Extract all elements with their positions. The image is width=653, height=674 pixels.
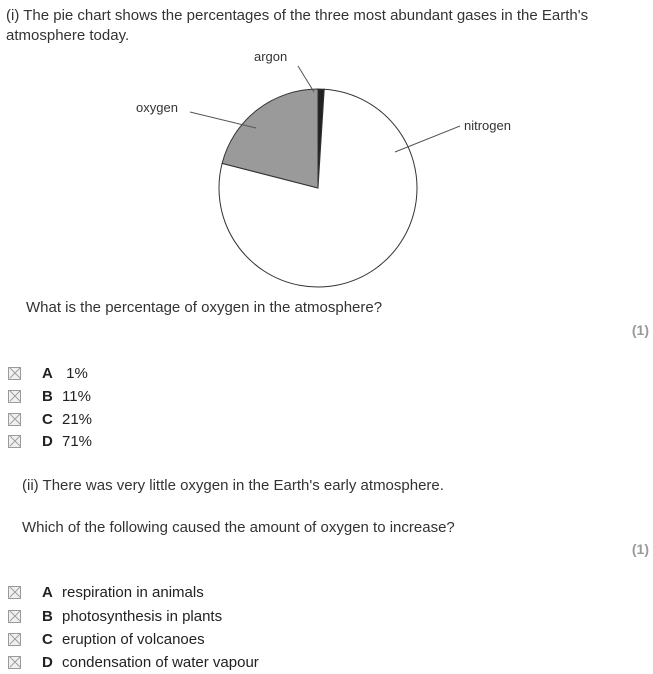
question-text-2: Which of the following caused the amount of oxygen to increase?: [22, 519, 455, 536]
option-1-a[interactable]: [8, 363, 88, 383]
checkbox[interactable]: [8, 435, 21, 448]
option-text: 11%: [62, 387, 91, 405]
marks-1: (1): [631, 322, 649, 338]
option-1-d[interactable]: [8, 431, 92, 451]
checkbox[interactable]: [8, 586, 21, 599]
option-letter: B: [42, 607, 53, 625]
question-intro-1: (i) The pie chart shows the percentages of the three most abundant gases in the Earth's atmosphere today.: [6, 7, 589, 44]
nitrogen-leader-line: [395, 126, 460, 152]
checkbox[interactable]: [8, 656, 21, 669]
pie-chart: [0, 0, 653, 300]
option-2-a[interactable]: [8, 582, 204, 602]
option-text: respiration in animals: [62, 583, 204, 601]
option-2-d[interactable]: [8, 652, 259, 672]
option-letter: C: [42, 630, 53, 648]
option-letter: A: [42, 364, 53, 382]
option-letter: D: [42, 653, 53, 671]
question-intro-2: (ii) There was very little oxygen in the Earth's early atmosphere.: [22, 477, 444, 494]
pie-label-argon: argon: [254, 49, 288, 64]
checkbox[interactable]: [8, 610, 21, 623]
marks-2: (1): [631, 541, 649, 557]
option-1-c[interactable]: [8, 409, 92, 429]
option-2-c[interactable]: [8, 629, 205, 649]
pie-label-oxygen: oxygen: [136, 100, 178, 115]
option-text: eruption of volcanoes: [62, 630, 205, 648]
option-text: 21%: [62, 410, 93, 428]
option-letter: C: [42, 410, 53, 428]
option-2-b[interactable]: [8, 606, 222, 626]
checkbox[interactable]: [8, 413, 21, 426]
option-text: 71%: [62, 432, 93, 450]
option-1-b[interactable]: [8, 386, 91, 406]
option-letter: B: [42, 387, 53, 405]
argon-leader-line: [298, 66, 314, 92]
checkbox[interactable]: [8, 367, 21, 380]
option-text: 1%: [62, 364, 88, 382]
option-text: condensation of water vapour: [62, 653, 259, 671]
option-text: photosynthesis in plants: [62, 607, 223, 625]
question-text-1: What is the percentage of oxygen in the atmosphere?: [26, 299, 383, 316]
checkbox[interactable]: [8, 633, 21, 646]
checkbox[interactable]: [8, 390, 21, 403]
option-letter: D: [42, 432, 53, 450]
option-letter: A: [42, 583, 53, 601]
pie-label-nitrogen: nitrogen: [464, 118, 511, 133]
